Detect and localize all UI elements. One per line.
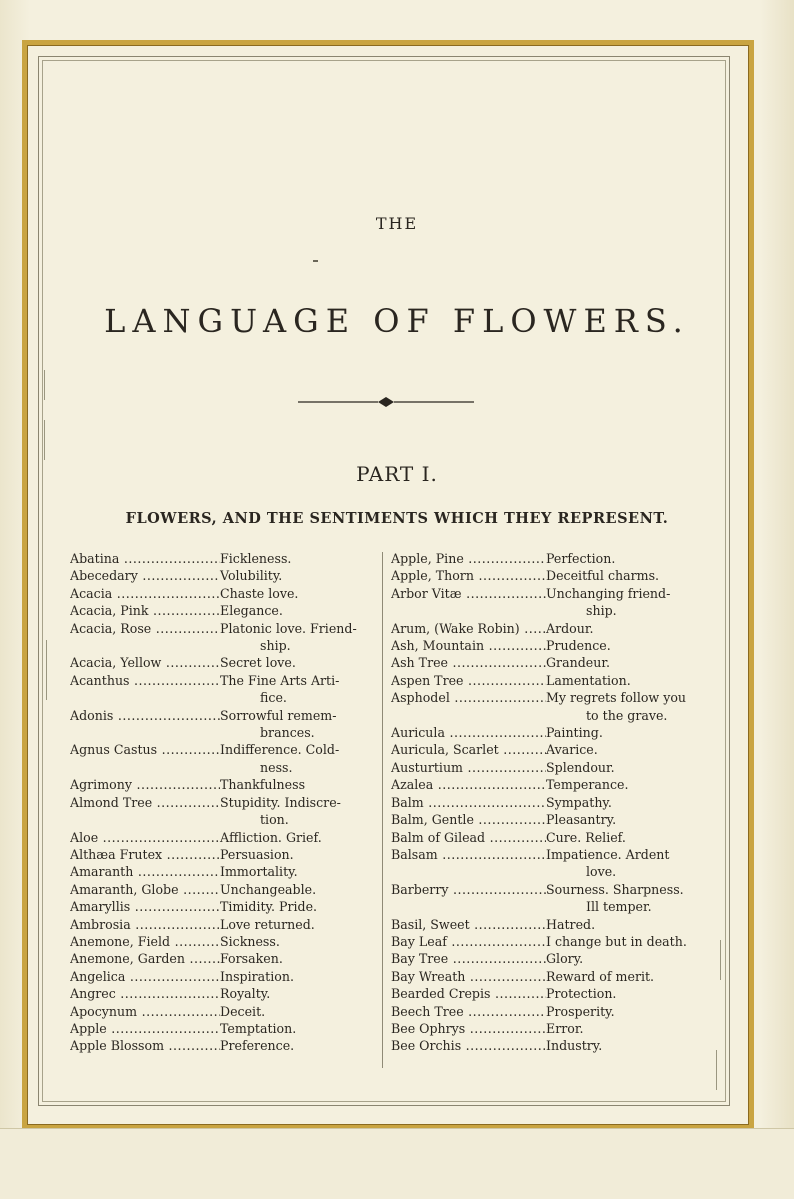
flower-name: Bay Tree .....	[391, 950, 546, 967]
flower-meaning: Unchangeable.	[220, 881, 317, 897]
flower-name: Amaryllis .....	[70, 898, 220, 915]
flower-entry	[70, 794, 376, 811]
flower-meaning: Secret love.	[220, 655, 296, 671]
flower-entry	[391, 741, 699, 758]
print-dot	[313, 260, 318, 262]
title-prefix: THE	[375, 214, 419, 233]
flower-name: Apple .....	[70, 1020, 220, 1037]
flower-entry	[70, 1037, 376, 1054]
flower-name: Aspen Tree .....	[391, 672, 546, 689]
flower-meaning: Perfection.	[546, 551, 616, 566]
flower-meaning: Chaste love.	[220, 585, 299, 601]
flower-entry-continuation	[391, 898, 699, 915]
indent-spacer	[70, 724, 220, 741]
ornament-divider	[298, 395, 474, 409]
flower-name: Auricula, Scarlet .....	[391, 741, 546, 758]
flower-entry	[70, 741, 376, 758]
flower-entry	[70, 968, 376, 985]
flower-name: Apple Blossom .....	[70, 1037, 220, 1054]
flower-meaning: Painting.	[546, 725, 603, 741]
flower-name: Bee Ophrys .....	[391, 1020, 546, 1037]
flower-entry-continuation	[70, 689, 376, 706]
flower-entry-continuation	[70, 724, 376, 741]
flower-name: Acacia .....	[70, 585, 220, 602]
flower-name: Beech Tree .....	[391, 1003, 546, 1020]
flower-name: Abatina .....	[70, 550, 220, 567]
flower-meaning: Temptation.	[220, 1020, 297, 1036]
flower-name: Apple, Thorn .....	[391, 567, 546, 584]
flower-meaning: Lamentation.	[546, 672, 631, 688]
flower-name: Arum, (Wake Robin) .....	[391, 620, 546, 637]
flower-entry	[70, 602, 376, 619]
flower-name: Amaranth, Globe .....	[70, 881, 220, 898]
flower-meaning: Glory.	[546, 951, 584, 967]
flower-entry-continuation	[70, 637, 376, 654]
flower-entry	[70, 550, 376, 567]
flower-name: Ambrosia .....	[70, 916, 220, 933]
flower-entry	[391, 585, 699, 602]
flower-entry	[391, 985, 699, 1002]
flower-entry	[391, 1020, 699, 1037]
flower-name: Aloe .....	[70, 829, 220, 846]
flower-entry	[391, 637, 699, 654]
flower-entry	[70, 916, 376, 933]
flower-name: Acacia, Yellow .....	[70, 654, 220, 671]
flower-name: Balm, Gentle .....	[391, 811, 546, 828]
flower-entry	[391, 620, 699, 637]
flower-entry	[70, 985, 376, 1002]
flower-entry	[70, 950, 376, 967]
flower-meaning: Affliction. Grief.	[220, 829, 322, 845]
flower-entry	[70, 707, 376, 724]
print-mark	[44, 370, 45, 400]
flower-entry	[391, 654, 699, 671]
flower-entry	[70, 1003, 376, 1020]
flower-name: Basil, Sweet .....	[391, 916, 546, 933]
flower-meaning: Deceitful charms.	[546, 568, 660, 584]
flower-name: Almond Tree .....	[70, 794, 220, 811]
flower-meaning: Sickness.	[220, 933, 280, 949]
flower-meaning-continued: love.	[586, 864, 617, 880]
flower-entry	[391, 550, 699, 567]
indent-spacer	[70, 759, 220, 776]
flower-meaning: Ardour.	[546, 620, 594, 636]
flower-meaning: Grandeur.	[546, 655, 610, 671]
flower-name: Austurtium .....	[391, 759, 546, 776]
flower-meaning-continued: ship.	[586, 603, 617, 619]
print-mark	[716, 1050, 717, 1090]
flower-meaning: Sourness. Sharpness.	[546, 881, 684, 897]
flower-meaning: I change but in death.	[546, 933, 687, 949]
flower-entry	[70, 1020, 376, 1037]
print-mark	[44, 420, 45, 460]
indent-spacer	[70, 637, 220, 654]
flower-name: Balm of Gilead .....	[391, 829, 546, 846]
flower-meaning: Sympathy.	[546, 794, 612, 810]
flower-entry	[70, 654, 376, 671]
flower-entry	[391, 933, 699, 950]
flower-name: Bee Orchis .....	[391, 1037, 546, 1054]
flower-name: Angelica .....	[70, 968, 220, 985]
flower-meaning: Reward of merit.	[546, 968, 655, 984]
flower-entry	[70, 567, 376, 584]
flower-meaning-continued: to the grave.	[586, 707, 668, 723]
indent-spacer	[391, 707, 546, 724]
flower-name: Arbor Vitæ .....	[391, 585, 546, 602]
flower-entry	[391, 724, 699, 741]
flower-entry	[391, 950, 699, 967]
flower-entry	[391, 567, 699, 584]
column-divider	[382, 552, 383, 1068]
flower-entry	[391, 829, 699, 846]
flower-entry	[391, 846, 699, 863]
flower-entry	[70, 672, 376, 689]
flower-entry	[391, 759, 699, 776]
flower-name: Acacia, Rose .....	[70, 620, 220, 637]
flower-name: Amaranth .....	[70, 863, 220, 880]
flower-meaning: Platonic love. Friend-	[220, 620, 357, 636]
flower-entry	[391, 776, 699, 793]
flower-meaning: Inspiration.	[220, 968, 294, 984]
flower-entry	[391, 881, 699, 898]
flower-name: Abecedary .....	[70, 567, 220, 584]
flower-meaning: Avarice.	[546, 742, 598, 758]
flower-meaning: Pleasantry.	[546, 812, 617, 828]
flower-name: Barberry .....	[391, 881, 546, 898]
flower-name: Agrimony .....	[70, 776, 220, 793]
flower-name: Anemone, Garden .....	[70, 950, 220, 967]
flower-name: Balsam .....	[391, 846, 546, 863]
flower-meaning: Fickleness.	[220, 551, 292, 566]
flower-entry-continuation	[70, 811, 376, 828]
flower-entry	[70, 846, 376, 863]
flower-meaning: Indifference. Cold-	[220, 742, 340, 758]
flower-entry	[391, 916, 699, 933]
flower-entry	[70, 585, 376, 602]
flower-meaning: Unchanging friend-	[546, 585, 671, 601]
flower-name: Bay Wreath .....	[391, 968, 546, 985]
flower-meaning: Temperance.	[546, 777, 629, 793]
indent-spacer	[70, 689, 220, 706]
flower-meaning-continued: ness.	[260, 759, 293, 775]
flower-entry	[70, 933, 376, 950]
flower-name: Agnus Castus .....	[70, 741, 220, 758]
flower-entry	[391, 968, 699, 985]
flower-entry	[70, 829, 376, 846]
flower-meaning: Prosperity.	[546, 1003, 615, 1019]
section-subtitle: FLOWERS, AND THE SENTIMENTS WHICH THEY REPRESENT.	[125, 510, 669, 527]
flower-entry	[70, 881, 376, 898]
flower-entry	[391, 1003, 699, 1020]
flower-meaning-continued: tion.	[260, 812, 289, 828]
flower-meaning: Preference.	[220, 1038, 295, 1054]
flower-entry	[391, 811, 699, 828]
flower-entry-continuation	[391, 863, 699, 880]
right-column	[391, 550, 699, 1055]
flower-meaning: Hatred.	[546, 916, 596, 932]
flower-entry	[391, 1037, 699, 1054]
flower-meaning: Royalty.	[220, 986, 271, 1002]
flower-meaning: Love returned.	[220, 916, 315, 932]
flower-name: Apocynum .....	[70, 1003, 220, 1020]
flower-name: Ash, Mountain .....	[391, 637, 546, 654]
flower-name: Bearded Crepis .....	[391, 985, 546, 1002]
flower-name: Bay Leaf .....	[391, 933, 546, 950]
flower-name: Acanthus .....	[70, 672, 220, 689]
flower-meaning: Persuasion.	[220, 846, 294, 862]
flower-entry	[70, 898, 376, 915]
print-mark	[720, 940, 721, 980]
flower-meaning: Immortality.	[220, 864, 298, 880]
indent-spacer	[391, 898, 546, 915]
flower-meaning-continued: Ill temper.	[586, 899, 652, 915]
flower-meaning: The Fine Arts Arti-	[220, 672, 340, 688]
flower-name: Asphodel .....	[391, 689, 546, 706]
flower-entry	[70, 776, 376, 793]
flower-meaning: Volubility.	[220, 568, 283, 584]
flower-meaning: Prudence.	[546, 638, 611, 654]
flower-meaning-continued: brances.	[260, 725, 315, 741]
flower-meaning: My regrets follow you	[546, 690, 687, 706]
flower-meaning: Deceit.	[220, 1003, 266, 1019]
flower-name: Apple, Pine .....	[391, 550, 546, 567]
flower-meaning: Forsaken.	[220, 951, 283, 967]
flower-name: Angrec .....	[70, 985, 220, 1002]
flower-entry	[391, 672, 699, 689]
flower-meaning: Elegance.	[220, 603, 283, 619]
flower-meaning: Timidity. Pride.	[220, 899, 318, 915]
flower-meaning-continued: ship.	[260, 638, 291, 654]
flower-meaning: Impatience. Ardent	[546, 846, 670, 862]
flower-meaning: Protection.	[546, 986, 617, 1002]
flower-entry	[391, 794, 699, 811]
flower-name: Anemone, Field .....	[70, 933, 220, 950]
flower-meaning: Error.	[546, 1020, 584, 1036]
left-column	[70, 550, 376, 1055]
part-title: PART I.	[356, 462, 438, 486]
indent-spacer	[391, 863, 546, 880]
flower-meaning: Stupidity. Indiscre-	[220, 794, 341, 810]
page-title: LANGUAGE OF FLOWERS.	[104, 302, 690, 340]
flower-entry-continuation	[391, 602, 699, 619]
flower-meaning: Cure. Relief.	[546, 829, 626, 845]
flower-entry	[391, 689, 699, 706]
flower-entry-continuation	[391, 707, 699, 724]
flower-meaning: Industry.	[546, 1038, 603, 1054]
flower-name: Auricula .....	[391, 724, 546, 741]
flower-entry	[70, 620, 376, 637]
page-bottom-margin	[0, 1128, 794, 1199]
flower-name: Acacia, Pink .....	[70, 602, 220, 619]
flower-meaning: Thankfulness	[220, 777, 306, 793]
print-mark	[46, 640, 47, 700]
flower-entry-continuation	[70, 759, 376, 776]
flower-meaning: Splendour.	[546, 759, 615, 775]
indent-spacer	[391, 602, 546, 619]
flower-meaning: Sorrowful remem-	[220, 707, 337, 723]
flower-meaning-continued: fice.	[260, 690, 287, 706]
indent-spacer	[70, 811, 220, 828]
flower-entry	[70, 863, 376, 880]
flower-name: Adonis .....	[70, 707, 220, 724]
flower-name: Balm .....	[391, 794, 546, 811]
flower-name: Ash Tree .....	[391, 654, 546, 671]
flower-name: Azalea .....	[391, 776, 546, 793]
flower-name: Althæa Frutex .....	[70, 846, 220, 863]
